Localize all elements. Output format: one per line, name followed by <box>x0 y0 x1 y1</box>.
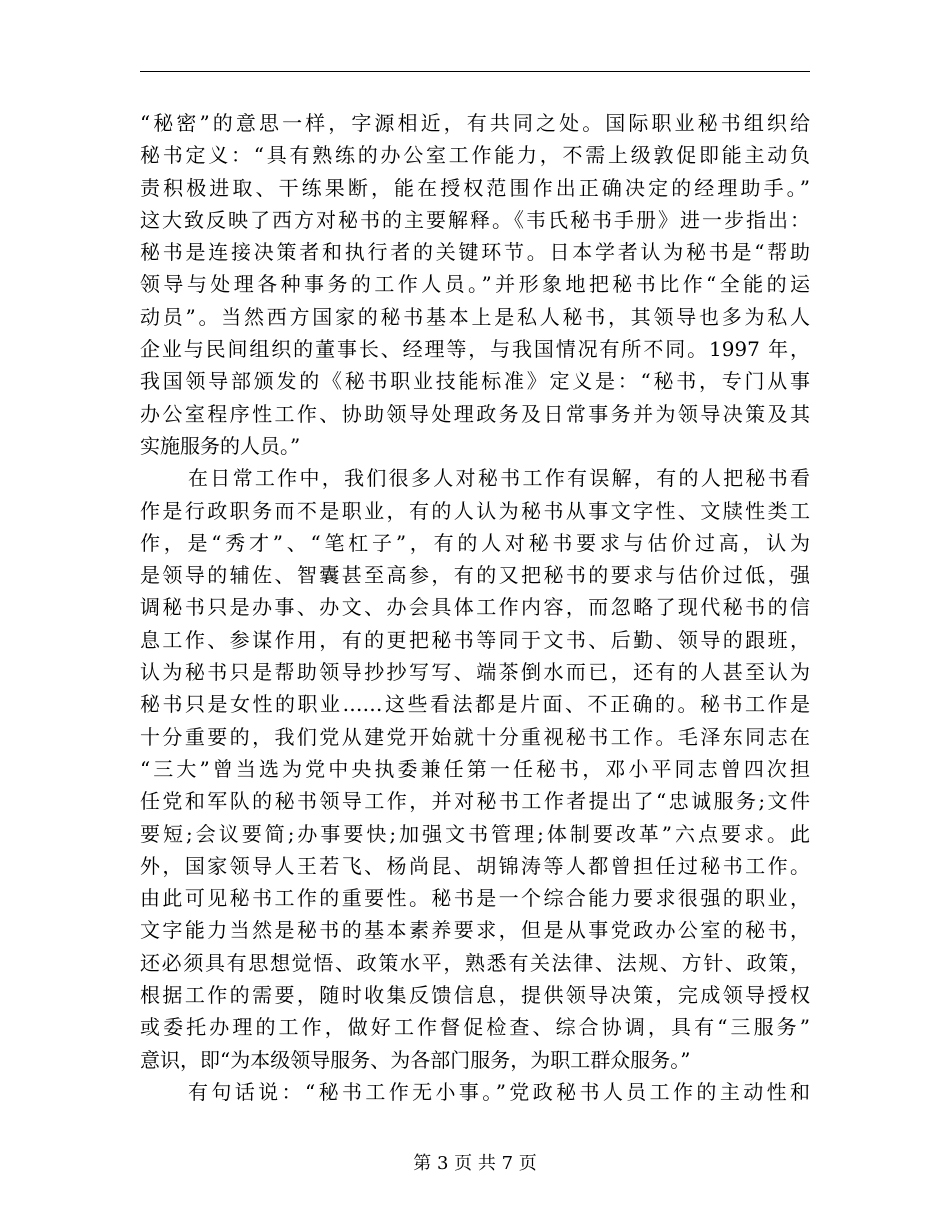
paragraph-first-line: 有句话说：“秘书工作无小事。”党政秘书人员工作的主动性和 <box>188 1079 810 1104</box>
text-line: 调秘书只是办事、办文、办会具体工作内容，而忽略了现代秘书的信 <box>140 595 810 620</box>
text-line: 作，是“秀才”、“笔杠子”，有的人对秘书要求与估价过高，认为 <box>140 530 810 555</box>
text-line: “三大”曾当选为党中央执委兼任第一任秘书，邓小平同志曾四次担 <box>140 756 810 781</box>
text-line: 企业与民间组织的董事长、经理等，与我国情况有所不同。1997 年， <box>140 337 810 362</box>
text-line: 秘书定义：“具有熟练的办公室工作能力，不需上级敦促即能主动负 <box>140 143 810 168</box>
text-line: 责积极进取、干练果断，能在授权范围作出正确决定的经理助手。” <box>140 175 810 200</box>
text-line: “秘密”的意思一样，字源相近，有共同之处。国际职业秘书组织给 <box>140 111 810 135</box>
text-line: 任党和军队的秘书领导工作，并对秘书工作者提出了“忠诚服务;文件 <box>140 789 810 814</box>
text-line: 秘书是连接决策者和执行者的关键环节。日本学者认为秘书是“帮助 <box>140 240 810 265</box>
page-number: 第 3 页 共 7 页 <box>413 1153 537 1174</box>
text-line: 还必须具有思想觉悟、政策水平，熟悉有关法律、法规、方针、政策， <box>140 950 810 975</box>
text-line: 认为秘书只是帮助领导抄抄写写、端茶倒水而已，还有的人甚至认为 <box>140 660 810 685</box>
text-line: 十分重要的，我们党从建党开始就十分重视秘书工作。毛泽东同志在 <box>140 724 810 749</box>
text-line: 或委托办理的工作，做好工作督促检查、综合协调，具有“三服务” <box>140 1015 810 1040</box>
text-line: 由此可见秘书工作的重要性。秘书是一个综合能力要求很强的职业， <box>140 886 810 911</box>
text-line: 动员”。当然西方国家的秘书基本上是私人秘书，其领导也多为私人 <box>140 304 810 329</box>
text-line: 息工作、参谋作用，有的更把秘书等同于文书、后勤、领导的跟班， <box>140 627 810 652</box>
text-line: 我国领导部颁发的《秘书职业技能标准》定义是：“秘书，专门从事 <box>140 369 810 394</box>
header-rule <box>140 71 810 72</box>
text-line: 根据工作的需要，随时收集反馈信息，提供领导决策，完成领导授权 <box>140 983 810 1008</box>
text-line: 秘书只是女性的职业……这些看法都是片面、不正确的。秘书工作是 <box>140 692 810 717</box>
paragraph-first-line: 在日常工作中，我们很多人对秘书工作有误解，有的人把秘书看 <box>188 466 810 491</box>
text-line: 这大致反映了西方对秘书的主要解释。《韦氏秘书手册》进一步指出： <box>140 207 810 232</box>
text-line: 文字能力当然是秘书的基本素养要求，但是从事党政办公室的秘书， <box>140 918 810 943</box>
text-line: 是领导的辅佐、智囊甚至高参，有的又把秘书的要求与估价过低，强 <box>140 563 810 588</box>
text-line: 办公室程序性工作、协助领导处理政务及日常事务并为领导决策及其 <box>140 401 810 426</box>
text-line: 要短;会议要简;办事要快;加强文书管理;体制要改革”六点要求。此 <box>140 821 810 846</box>
text-line: 作是行政职务而不是职业，有的人认为秘书从事文字性、文牍性类工 <box>140 498 810 523</box>
text-line: 领导与处理各种事务的工作人员。”并形象地把秘书比作“全能的运 <box>140 272 810 297</box>
text-line: 实施服务的人员。” <box>140 433 301 458</box>
document-body <box>140 107 810 1108</box>
text-line: 外，国家领导人王若飞、杨尚昆、胡锦涛等人都曾担任过秘书工作。 <box>140 853 810 878</box>
text-line: 意识，即“为本级领导服务、为各部门服务，为职工群众服务。” <box>140 1047 691 1072</box>
